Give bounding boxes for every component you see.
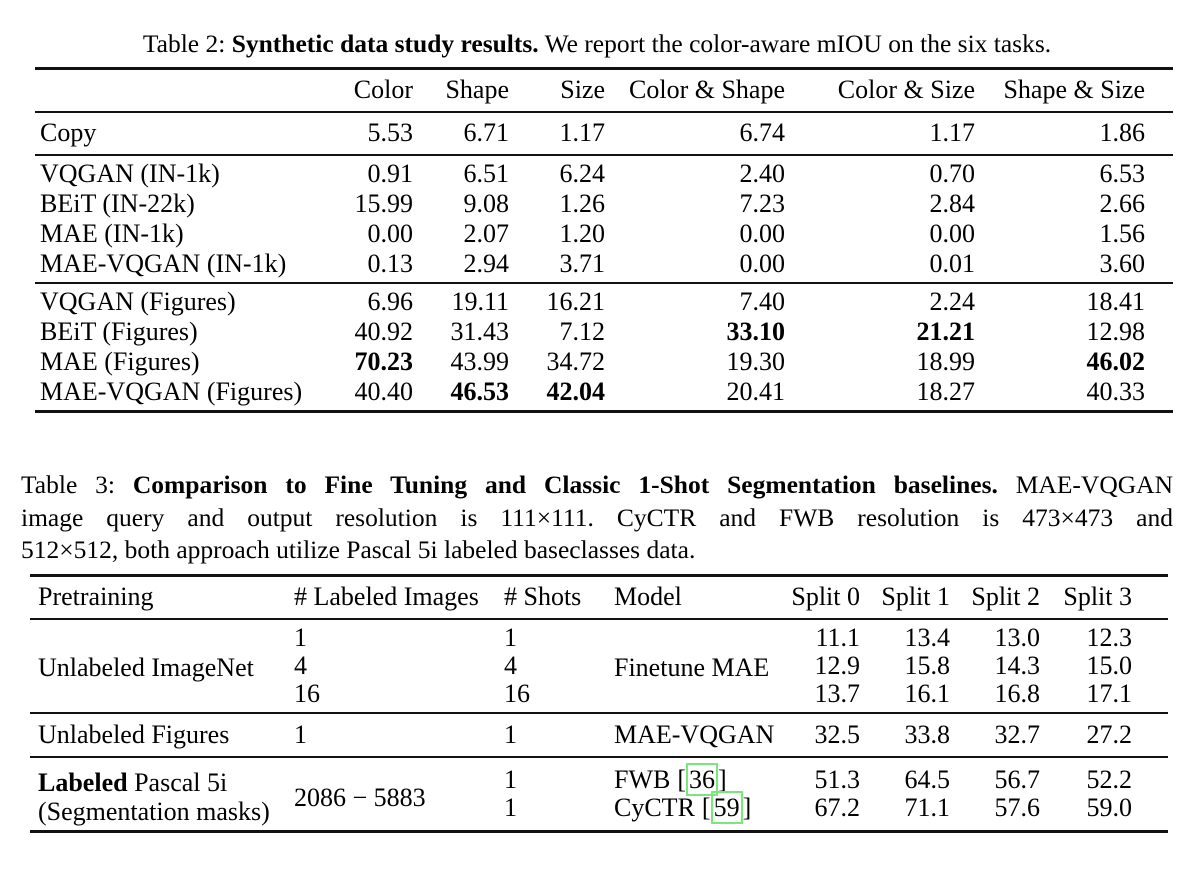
cell: 0.13 <box>367 249 413 278</box>
citation <box>702 793 751 822</box>
table2-caption-label: Table 2: <box>142 29 232 58</box>
cell: 1 <box>294 622 307 652</box>
cell: 18.99 <box>916 347 975 376</box>
table3-figures-block <box>30 713 1168 757</box>
cell: 4 <box>294 650 307 680</box>
table-row <box>35 347 1173 377</box>
row-label: MAE-VQGAN (IN-1k) <box>40 249 287 278</box>
table-synthetic-data-results <box>35 67 1173 413</box>
cell: 6.51 <box>463 159 509 188</box>
cell: 6.71 <box>463 118 509 147</box>
table-row <box>35 377 1173 412</box>
table2-imagenet-group <box>35 155 1173 283</box>
cell: 16.1 <box>904 678 950 708</box>
pretraining-line2: (Segmentation masks) <box>38 796 270 826</box>
row-label: Copy <box>40 118 97 147</box>
cell: 6.74 <box>739 118 785 147</box>
table3-pascal-block <box>30 757 1168 832</box>
model-cell: Finetune MAE <box>614 652 770 682</box>
cell: 40.92 <box>354 317 413 346</box>
table2-header-color-size: Color & Size <box>837 75 975 104</box>
cell: 2.24 <box>929 287 975 316</box>
cell: 1 <box>504 719 517 749</box>
cell: 11.1 <box>815 622 860 652</box>
model-cell: MAE-VQGAN <box>614 719 775 749</box>
table2-copy-group <box>35 112 1173 155</box>
table3-caption-label: Table 3: <box>21 470 133 499</box>
pretraining-cell: Unlabeled Figures <box>38 719 230 749</box>
cell: 40.33 <box>1086 377 1145 406</box>
bracket-open: [ <box>701 792 711 822</box>
table-row <box>35 249 1173 283</box>
cell: 1 <box>504 622 517 652</box>
cell: 1 <box>504 792 517 822</box>
cell: 40.40 <box>354 377 413 406</box>
cell: 13.7 <box>814 678 860 708</box>
model-name: CyCTR <box>614 792 695 822</box>
table-row <box>30 619 1168 652</box>
cell: 9.08 <box>463 189 509 218</box>
table-row <box>35 317 1173 347</box>
cell: 4 <box>504 650 517 680</box>
cell: 7.12 <box>559 317 605 346</box>
table3-header-model: Model <box>614 581 682 611</box>
cell: 0.00 <box>929 219 975 248</box>
row-label: VQGAN (IN-1k) <box>40 159 220 188</box>
citation <box>677 765 726 794</box>
cell-best: 46.53 <box>450 377 509 406</box>
citation-link-59[interactable]: 59 <box>711 791 743 824</box>
cell: 34.72 <box>546 347 605 376</box>
cell: 15.0 <box>1086 650 1132 680</box>
model-name: FWB <box>614 764 671 794</box>
cell: 0.00 <box>367 219 413 248</box>
cell: 43.99 <box>450 347 509 376</box>
table-row <box>35 219 1173 249</box>
cell: 71.1 <box>904 792 950 822</box>
table-row <box>35 283 1173 317</box>
cell: 0.91 <box>367 159 413 188</box>
cell: 64.5 <box>904 764 950 794</box>
row-label: BEiT (IN-22k) <box>40 189 195 218</box>
cell: 16.21 <box>546 287 605 316</box>
cell: 7.23 <box>739 189 785 218</box>
table-row <box>35 112 1173 155</box>
table2-header-size: Size <box>560 75 605 104</box>
table2-header-color: Color <box>353 75 413 104</box>
cell: 59.0 <box>1086 792 1132 822</box>
cell: 3.71 <box>559 249 605 278</box>
cell: 1.26 <box>559 189 605 218</box>
cell: 20.41 <box>726 377 785 406</box>
pretraining-bold: Labeled <box>38 767 128 797</box>
cell: 12.98 <box>1086 317 1145 346</box>
cell: 19.11 <box>451 287 509 316</box>
bracket-open: [ <box>677 764 687 794</box>
cell: 7.40 <box>739 287 785 316</box>
table2-figures-group <box>35 283 1173 412</box>
model-cell <box>610 757 786 794</box>
cell-best: 46.02 <box>1086 347 1145 376</box>
row-label: BEiT (Figures) <box>40 317 198 346</box>
table3-header-row <box>30 575 1168 619</box>
cell: 1 <box>294 719 307 749</box>
cell: 6.53 <box>1099 159 1145 188</box>
bracket-close: ] <box>742 792 752 822</box>
cell: 1 <box>504 764 517 794</box>
table3-header-split0: Split 0 <box>791 581 860 611</box>
table2-caption-rest: We report the color-aware mIOU on the six tasks. <box>538 29 1052 58</box>
table3-caption-line3: 512×512, both approach utilize Pascal 5i labeled baseclasses data. <box>21 535 696 564</box>
cell-best: 33.10 <box>726 317 785 346</box>
cell-best: 21.21 <box>916 317 975 346</box>
cell: 56.7 <box>994 764 1040 794</box>
cell: 2.94 <box>463 249 509 278</box>
cell: 13.4 <box>904 622 950 652</box>
table2-header-row <box>35 69 1173 113</box>
pretraining-cell: Unlabeled ImageNet <box>38 652 254 682</box>
cell: 6.96 <box>367 287 413 316</box>
table2-header-empty <box>35 69 345 113</box>
cell: 15.8 <box>904 650 950 680</box>
cell: 51.3 <box>814 764 860 794</box>
cell: 67.2 <box>814 792 860 822</box>
table-row <box>35 155 1173 189</box>
cell: 0.70 <box>929 159 975 188</box>
cell: 2.66 <box>1099 189 1145 218</box>
cell: 2.07 <box>463 219 509 248</box>
cell: 0.00 <box>739 219 785 248</box>
cell: 3.60 <box>1099 249 1145 278</box>
table-row <box>30 713 1168 757</box>
cell: 1.17 <box>929 118 975 147</box>
pretraining-rest: Pascal 5i <box>127 767 228 797</box>
cell: 5.53 <box>367 118 413 147</box>
table3-header-split1: Split 1 <box>881 581 950 611</box>
table2-header-color-shape: Color & Shape <box>629 75 785 104</box>
citation-link-36[interactable]: 36 <box>686 763 718 796</box>
row-label: VQGAN (Figures) <box>40 287 236 316</box>
cell: 18.41 <box>1086 287 1145 316</box>
table-row <box>30 757 1168 794</box>
cell: 12.9 <box>814 650 860 680</box>
table2-header-shape-size: Shape & Size <box>1003 75 1145 104</box>
cell: 17.1 <box>1086 678 1132 708</box>
cell: 1.17 <box>559 118 605 147</box>
cell: 33.8 <box>904 719 950 749</box>
table3-imagenet-block <box>30 619 1168 713</box>
table2-header-shape: Shape <box>445 75 509 104</box>
table3-caption-line1-rest: MAE-VQGAN <box>997 470 1173 499</box>
row-label: MAE (IN-1k) <box>40 219 184 248</box>
table3-header-labeled-images: # Labeled Images <box>294 581 479 611</box>
cell: 0.01 <box>929 249 975 278</box>
cell: 1.86 <box>1099 118 1145 147</box>
row-label: MAE (Figures) <box>40 347 200 376</box>
table3-header-pretraining: Pretraining <box>38 581 154 611</box>
cell: 16 <box>504 678 530 708</box>
table-row <box>35 189 1173 219</box>
cell-best: 42.04 <box>546 377 605 406</box>
cell: 52.2 <box>1086 764 1132 794</box>
table3-header-split3: Split 3 <box>1063 581 1132 611</box>
cell: 27.2 <box>1086 719 1132 749</box>
table3-caption <box>21 469 1173 567</box>
table2-caption-bold: Synthetic data study results. <box>231 29 539 58</box>
pretraining-cell <box>30 757 290 832</box>
cell: 19.30 <box>726 347 785 376</box>
cell-best: 70.23 <box>354 347 413 376</box>
bracket-close: ] <box>718 764 727 794</box>
table3-header-split2: Split 2 <box>971 581 1040 611</box>
table-baselines-comparison <box>30 574 1168 833</box>
table3-caption-line1 <box>21 469 1173 502</box>
table2-caption <box>0 28 1194 60</box>
model-cell <box>610 794 786 832</box>
table3-caption-line2: image query and output resolution is 111×111. CyCTR and FWB resolution is 473×473 and <box>21 502 1173 532</box>
cell: 57.6 <box>994 792 1040 822</box>
cell: 0.00 <box>739 249 785 278</box>
cell: 16 <box>294 678 320 708</box>
cell: 2.84 <box>929 189 975 218</box>
cell: 18.27 <box>916 377 975 406</box>
cell: 14.3 <box>994 650 1040 680</box>
cell: 6.24 <box>559 159 605 188</box>
table3-caption-bold: Comparison to Fine Tuning and Classic 1-Shot Segmentation baselines. <box>132 470 998 499</box>
cell: 32.5 <box>814 719 860 749</box>
row-label: MAE-VQGAN (Figures) <box>40 377 303 406</box>
cell: 2.40 <box>739 159 785 188</box>
cell: 31.43 <box>450 317 509 346</box>
cell: 1.20 <box>559 219 605 248</box>
labeled-images-cell: 2086 − 5883 <box>294 782 426 812</box>
cell: 12.3 <box>1086 622 1132 652</box>
cell: 32.7 <box>994 719 1040 749</box>
cell: 15.99 <box>354 189 413 218</box>
cell: 1.56 <box>1099 219 1145 248</box>
cell: 13.0 <box>994 622 1040 652</box>
table3-header-shots: # Shots <box>504 581 582 611</box>
cell: 16.8 <box>994 678 1040 708</box>
